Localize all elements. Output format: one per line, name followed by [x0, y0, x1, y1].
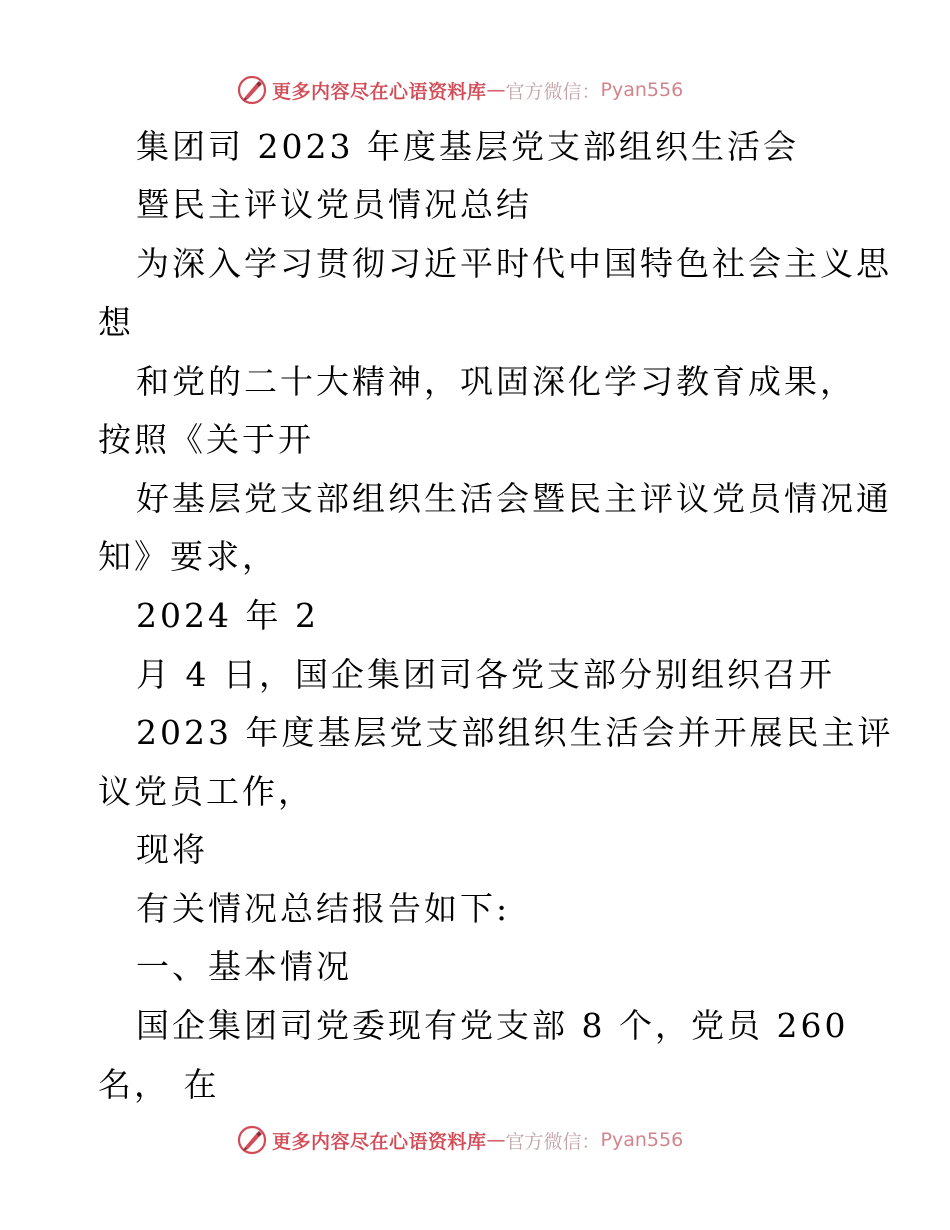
watermark-label: 官方微信：	[505, 1130, 601, 1153]
paragraph-line: 2024 年 2	[136, 596, 319, 635]
paragraph-line: 国企集团司党委现有党支部 8 个，党员 260	[136, 1006, 849, 1045]
watermark-label: 官方微信：	[505, 80, 601, 103]
watermark-main-text: 更多内容尽在心语资料库	[272, 80, 487, 103]
paragraph-line: 议党员工作，	[98, 772, 314, 811]
paragraph-line: 月 4 日，国企集团司各党支部分别组织召开	[136, 655, 835, 694]
paragraph-line: 按照《关于开	[98, 420, 314, 459]
doc-title-line-1: 集团司 2023 年度基层党支部组织生活会	[136, 127, 799, 166]
paragraph-line: 现将	[136, 830, 208, 869]
paragraph-line: 有关情况总结报告如下:	[136, 889, 511, 928]
doc-title-line-2: 暨民主评议党员情况总结	[136, 185, 532, 224]
paragraph-line: 为深入学习贯彻习近平时代中国特色社会主义思	[136, 244, 892, 283]
paragraph-line: 和党的二十大精神，巩固深化学习教育成果，	[136, 362, 856, 401]
watermark-main-text: 更多内容尽在心语资料库	[272, 1130, 487, 1153]
paragraph-line: 知》要求，	[98, 537, 278, 576]
paragraph-line: 想	[98, 303, 134, 342]
pen-logo-icon	[236, 1124, 268, 1156]
watermark-footer	[236, 1124, 683, 1156]
section-heading: 一、基本情况	[136, 947, 352, 986]
paragraph-line: 2023 年度基层党支部组织生活会并开展民主评	[136, 713, 894, 752]
paragraph-line: 名， 在	[98, 1065, 220, 1104]
paragraph-line: 好基层党支部组织生活会暨民主评议党员情况通	[136, 479, 892, 518]
watermark-dash: —	[486, 79, 506, 101]
watermark-wechat-id: Pyan556	[600, 79, 684, 101]
watermark-wechat-id: Pyan556	[600, 1129, 684, 1151]
watermark-dash: —	[486, 1129, 506, 1151]
